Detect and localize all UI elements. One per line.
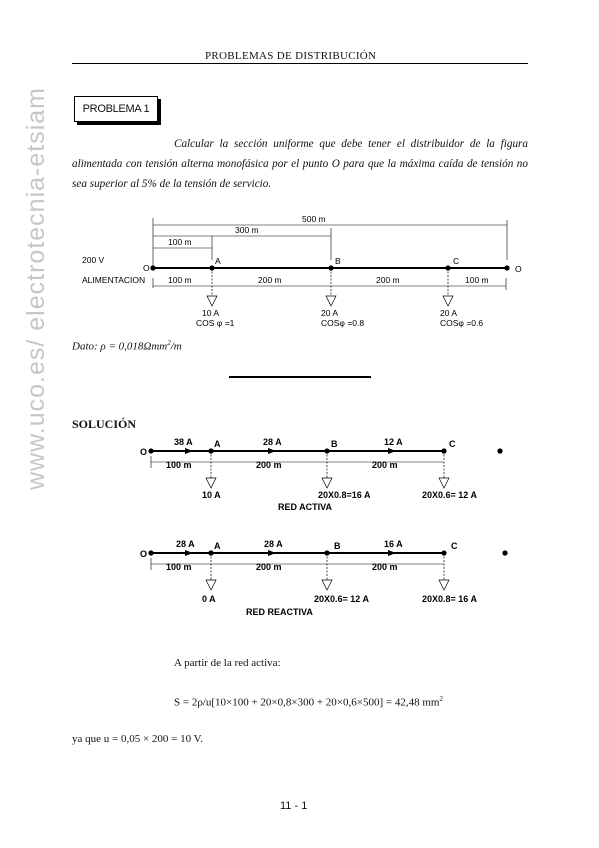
load-a-value: =1 <box>224 318 235 328</box>
load-b-cos-text: COS <box>321 318 340 328</box>
feed-label: ALIMENTACION <box>82 275 146 285</box>
load-a: 0 A <box>202 594 216 604</box>
paragraph-u: ya que u = 0,05 × 200 = 10 V. <box>72 733 203 745</box>
dato-tail: /m <box>170 340 182 353</box>
given-data <box>72 339 182 353</box>
page-header: PROBLEMAS DE DISTRIBUCIÓN <box>205 50 377 62</box>
section-formula <box>174 695 443 709</box>
seg-bc: 200 m <box>372 460 398 470</box>
seg-ab: 200 m <box>256 460 282 470</box>
load-b-cos <box>321 318 364 328</box>
problem-title: PROBLEMA 1 <box>82 103 150 115</box>
dato-label: Dato: <box>72 340 98 353</box>
node-o-end-label: O <box>515 264 522 274</box>
load-b-value: =0.8 <box>347 318 365 328</box>
seg-bc: 200 m <box>372 562 398 572</box>
paragraph-active: A partir de la red activa: <box>174 657 281 669</box>
problem-statement <box>72 134 528 194</box>
load-c-phi: φ <box>458 318 464 328</box>
voltage-label: 200 V <box>82 255 105 265</box>
dato-exp: 2 <box>167 339 171 347</box>
node-o-label: O <box>143 263 150 273</box>
flow-ab: 28 A <box>263 437 282 447</box>
load-c: 20X0.8= 16 A <box>422 594 477 604</box>
reactive-caption: RED REACTIVA <box>246 607 313 617</box>
node-o-end <box>504 265 509 270</box>
node-a-label: A <box>215 256 221 266</box>
node-o: O <box>140 447 148 457</box>
node-a: A <box>214 541 221 551</box>
statement-text: Calcular la sección uniforme que debe tener el distribuidor de la figura alimentada con tensión alterna monofásica por el punto O para que la máxima caída de tensión no sea superior al 5% de la tensión de servicio. <box>72 138 528 190</box>
node-b: B <box>331 439 338 449</box>
watermark: www.uco.es/ electrotecnia-etsiam <box>22 87 50 490</box>
reactive-network-diagram <box>138 536 518 618</box>
solution-title: SOLUCIÓN <box>72 417 137 431</box>
seg-ab: 200 m <box>258 275 282 285</box>
dim-500: 500 m <box>302 214 326 224</box>
seg-oa: 100 m <box>166 562 192 572</box>
load-b-current: 20 A <box>321 308 339 318</box>
load-c-current: 20 A <box>440 308 458 318</box>
page-number: 11 - 1 <box>280 800 308 812</box>
node-o: O <box>140 549 148 559</box>
load-c-cos-text: COS <box>440 318 459 328</box>
node-c: C <box>449 439 456 449</box>
seg-bc: 200 m <box>376 275 400 285</box>
flow-bc: 12 A <box>384 437 403 447</box>
load-a-phi: φ <box>216 318 223 328</box>
node-b-label: B <box>335 256 341 266</box>
node-b: B <box>334 541 341 551</box>
seg-ab: 200 m <box>256 562 282 572</box>
flow-bc: 16 A <box>384 539 403 549</box>
seg-oa: 100 m <box>166 460 192 470</box>
load-a: 10 A <box>202 490 221 500</box>
seg-oa: 100 m <box>168 275 192 285</box>
separator-rule <box>229 376 371 378</box>
load-a-cos <box>196 318 235 328</box>
flow-ab: 28 A <box>264 539 283 549</box>
load-a-cos-text: COS <box>196 318 215 328</box>
dim-100: 100 m <box>168 237 192 247</box>
problem-title-box <box>74 96 158 122</box>
load-arrows <box>207 296 453 306</box>
dato-rho: ρ = 0,018 <box>100 340 144 353</box>
node-o-start <box>150 265 155 270</box>
active-caption: RED ACTIVA <box>278 502 332 512</box>
load-b: 20X0.6= 12 A <box>314 594 369 604</box>
load-a-current: 10 A <box>202 308 220 318</box>
load-b: 20X0.8=16 A <box>318 490 371 500</box>
flow-oa: 28 A <box>176 539 195 549</box>
dim-300: 300 m <box>235 225 259 235</box>
load-b-phi: φ <box>339 318 345 328</box>
node-a: A <box>214 439 221 449</box>
dato-unit: Ωmm <box>143 340 168 353</box>
formula-exp: 2 <box>439 695 443 703</box>
distributor-diagram <box>72 208 532 332</box>
load-c-value: =0.6 <box>466 318 484 328</box>
load-c-cos <box>440 318 483 328</box>
active-network-diagram <box>138 434 518 514</box>
node-c-label: C <box>453 256 460 266</box>
formula-main: S = 2ρ/u[10×100 + 20×0,8×300 + 20×0,6×500] = 42,48 mm <box>174 696 440 709</box>
load-c: 20X0.6= 12 A <box>422 490 477 500</box>
header-rule <box>72 63 528 64</box>
node-c: C <box>451 541 458 551</box>
seg-co: 100 m <box>465 275 489 285</box>
flow-oa: 38 A <box>174 437 193 447</box>
